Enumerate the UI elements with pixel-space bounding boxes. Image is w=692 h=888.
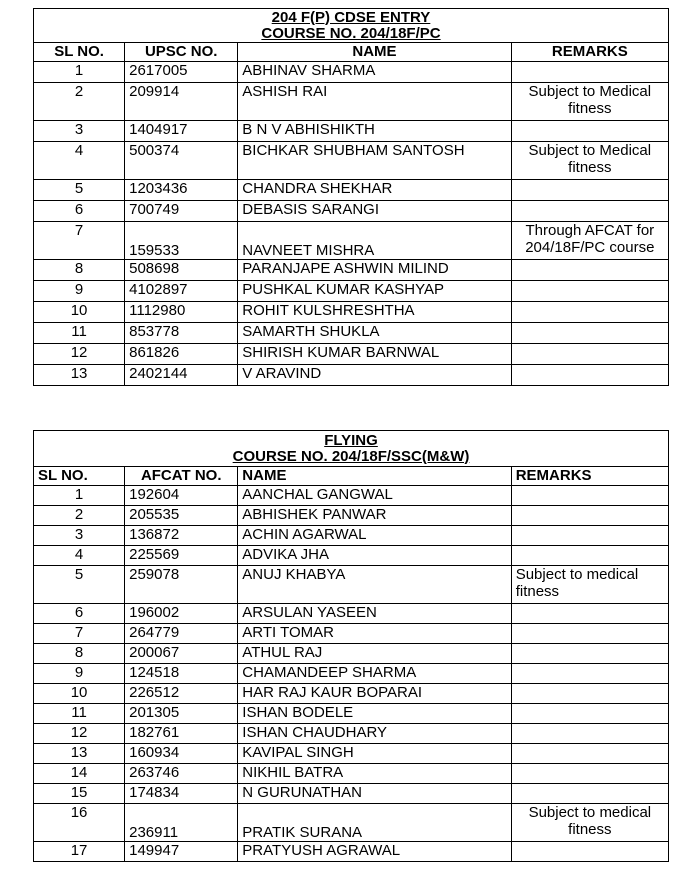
roll-no-cell: 1112980 bbox=[125, 302, 238, 323]
name-cell: N GURUNATHAN bbox=[238, 784, 511, 804]
table-title-line1: FLYING bbox=[324, 431, 378, 449]
table-row bbox=[34, 323, 669, 344]
header-name: NAME bbox=[238, 467, 511, 486]
table-row bbox=[34, 222, 669, 260]
remarks-cell bbox=[511, 365, 668, 386]
name-cell: ROHIT KULSHRESHTHA bbox=[238, 302, 511, 323]
sl-no-cell: 3 bbox=[34, 121, 125, 142]
remarks-cell bbox=[511, 604, 668, 624]
table-row bbox=[34, 604, 669, 624]
name-cell: PRATYUSH AGRAWAL bbox=[238, 842, 511, 862]
roll-no-cell: 1203436 bbox=[125, 180, 238, 201]
name-cell: PRATIK SURANA bbox=[238, 804, 511, 842]
remarks-cell bbox=[511, 486, 668, 506]
table-row bbox=[34, 201, 669, 222]
table-row bbox=[34, 83, 669, 121]
remarks-cell bbox=[511, 180, 668, 201]
roll-no-cell: 853778 bbox=[125, 323, 238, 344]
name-cell: ACHIN AGARWAL bbox=[238, 526, 511, 546]
table-row bbox=[34, 764, 669, 784]
sl-no-cell: 10 bbox=[34, 684, 125, 704]
remarks-cell: Subject to medical fitness bbox=[511, 566, 668, 604]
roll-no-cell: 225569 bbox=[125, 546, 238, 566]
sl-no-cell: 2 bbox=[34, 506, 125, 526]
sl-no-cell: 7 bbox=[34, 624, 125, 644]
sl-no-cell: 6 bbox=[34, 201, 125, 222]
table-row bbox=[34, 365, 669, 386]
sl-no-cell: 4 bbox=[34, 546, 125, 566]
sl-no-cell: 16 bbox=[34, 804, 125, 842]
header-upsc-no: UPSC NO. bbox=[125, 43, 238, 62]
name-cell: ABHINAV SHARMA bbox=[238, 62, 511, 83]
roll-no-cell: 2617005 bbox=[125, 62, 238, 83]
roll-no-cell: 136872 bbox=[125, 526, 238, 546]
roll-no-cell: 2402144 bbox=[125, 365, 238, 386]
roll-no-cell: 861826 bbox=[125, 344, 238, 365]
roll-no-cell: 192604 bbox=[125, 486, 238, 506]
name-cell: ABHISHEK PANWAR bbox=[238, 506, 511, 526]
name-cell: PUSHKAL KUMAR KASHYAP bbox=[238, 281, 511, 302]
table-row bbox=[34, 566, 669, 604]
remarks-cell bbox=[511, 842, 668, 862]
roll-no-cell: 500374 bbox=[125, 142, 238, 180]
table-title-line1: 204 F(P) CDSE ENTRY bbox=[271, 8, 431, 26]
name-cell: B N V ABHISHIKTH bbox=[238, 121, 511, 142]
header-afcat-no: AFCAT NO. bbox=[125, 467, 238, 486]
header-remarks: REMARKS bbox=[511, 43, 668, 62]
roll-no-cell: 263746 bbox=[125, 764, 238, 784]
roll-no-cell: 700749 bbox=[125, 201, 238, 222]
table-row bbox=[34, 842, 669, 862]
table-row bbox=[34, 344, 669, 365]
table-row bbox=[34, 546, 669, 566]
remarks-cell: Through AFCAT for 204/18F/PC course bbox=[511, 222, 668, 260]
roll-no-cell: 205535 bbox=[125, 506, 238, 526]
roll-no-cell: 1404917 bbox=[125, 121, 238, 142]
remarks-cell bbox=[511, 624, 668, 644]
header-remarks: REMARKS bbox=[511, 467, 668, 486]
remarks-cell bbox=[511, 784, 668, 804]
name-cell: ADVIKA JHA bbox=[238, 546, 511, 566]
roll-no-cell: 149947 bbox=[125, 842, 238, 862]
table-row bbox=[34, 180, 669, 201]
sl-no-cell: 3 bbox=[34, 526, 125, 546]
remarks-cell bbox=[511, 684, 668, 704]
sl-no-cell: 6 bbox=[34, 604, 125, 624]
roll-no-cell: 508698 bbox=[125, 260, 238, 281]
name-cell: ISHAN CHAUDHARY bbox=[238, 724, 511, 744]
table-row bbox=[34, 684, 669, 704]
remarks-cell bbox=[511, 744, 668, 764]
sl-no-cell: 14 bbox=[34, 764, 125, 784]
name-cell: ARSULAN YASEEN bbox=[238, 604, 511, 624]
table-title bbox=[34, 9, 669, 43]
table-row bbox=[34, 506, 669, 526]
roll-no-cell: 159533 bbox=[125, 222, 238, 260]
roll-no-cell: 124518 bbox=[125, 664, 238, 684]
table-row bbox=[34, 704, 669, 724]
roll-no-cell: 264779 bbox=[125, 624, 238, 644]
table-title-line2: COURSE NO. 204/18F/PC bbox=[261, 24, 441, 42]
sl-no-cell: 17 bbox=[34, 842, 125, 862]
name-cell: DEBASIS SARANGI bbox=[238, 201, 511, 222]
remarks-cell bbox=[511, 260, 668, 281]
header-sl-no: SL NO. bbox=[34, 467, 125, 486]
table-row bbox=[34, 486, 669, 506]
roll-no-cell: 174834 bbox=[125, 784, 238, 804]
remarks-cell bbox=[511, 121, 668, 142]
sl-no-cell: 12 bbox=[34, 724, 125, 744]
sl-no-cell: 5 bbox=[34, 180, 125, 201]
table-row bbox=[34, 744, 669, 764]
remarks-cell bbox=[511, 323, 668, 344]
table-title-line2: COURSE NO. 204/18F/SSC(M&W) bbox=[232, 447, 470, 465]
table-row bbox=[34, 302, 669, 323]
sl-no-cell: 7 bbox=[34, 222, 125, 260]
remarks-cell bbox=[511, 281, 668, 302]
remarks-cell bbox=[511, 526, 668, 546]
roll-no-cell: 200067 bbox=[125, 644, 238, 664]
name-cell: PARANJAPE ASHWIN MILIND bbox=[238, 260, 511, 281]
sl-no-cell: 12 bbox=[34, 344, 125, 365]
remarks-cell bbox=[511, 302, 668, 323]
roll-no-cell: 201305 bbox=[125, 704, 238, 724]
remarks-cell bbox=[511, 344, 668, 365]
table-row bbox=[34, 664, 669, 684]
flying-course-table bbox=[33, 430, 669, 862]
sl-no-cell: 11 bbox=[34, 323, 125, 344]
roll-no-cell: 236911 bbox=[125, 804, 238, 842]
sl-no-cell: 9 bbox=[34, 281, 125, 302]
remarks-cell bbox=[511, 764, 668, 784]
roll-no-cell: 182761 bbox=[125, 724, 238, 744]
name-cell: HAR RAJ KAUR BOPARAI bbox=[238, 684, 511, 704]
name-cell: KAVIPAL SINGH bbox=[238, 744, 511, 764]
sl-no-cell: 9 bbox=[34, 664, 125, 684]
name-cell: ATHUL RAJ bbox=[238, 644, 511, 664]
table-row bbox=[34, 142, 669, 180]
roll-no-cell: 259078 bbox=[125, 566, 238, 604]
table-row bbox=[34, 624, 669, 644]
cdse-entry-table bbox=[33, 8, 669, 386]
sl-no-cell: 13 bbox=[34, 365, 125, 386]
table-row bbox=[34, 121, 669, 142]
remarks-cell bbox=[511, 644, 668, 664]
name-cell: ASHISH RAI bbox=[238, 83, 511, 121]
table-title bbox=[34, 431, 669, 467]
sl-no-cell: 8 bbox=[34, 644, 125, 664]
remarks-cell bbox=[511, 201, 668, 222]
table-row bbox=[34, 724, 669, 744]
sl-no-cell: 4 bbox=[34, 142, 125, 180]
table-row bbox=[34, 644, 669, 664]
name-cell: ARTI TOMAR bbox=[238, 624, 511, 644]
name-cell: SHIRISH KUMAR BARNWAL bbox=[238, 344, 511, 365]
table-row bbox=[34, 526, 669, 546]
header-sl-no: SL NO. bbox=[34, 43, 125, 62]
remarks-cell bbox=[511, 506, 668, 526]
name-cell: NAVNEET MISHRA bbox=[238, 222, 511, 260]
remarks-cell bbox=[511, 62, 668, 83]
remarks-cell bbox=[511, 664, 668, 684]
sl-no-cell: 8 bbox=[34, 260, 125, 281]
roll-no-cell: 196002 bbox=[125, 604, 238, 624]
remarks-cell bbox=[511, 704, 668, 724]
remarks-cell bbox=[511, 724, 668, 744]
name-cell: ISHAN BODELE bbox=[238, 704, 511, 724]
sl-no-cell: 5 bbox=[34, 566, 125, 604]
remarks-cell: Subject to Medical fitness bbox=[511, 83, 668, 121]
roll-no-cell: 209914 bbox=[125, 83, 238, 121]
name-cell: NIKHIL BATRA bbox=[238, 764, 511, 784]
name-cell: SAMARTH SHUKLA bbox=[238, 323, 511, 344]
name-cell: ANUJ KHABYA bbox=[238, 566, 511, 604]
name-cell: CHAMANDEEP SHARMA bbox=[238, 664, 511, 684]
table-row bbox=[34, 260, 669, 281]
sl-no-cell: 1 bbox=[34, 62, 125, 83]
roll-no-cell: 226512 bbox=[125, 684, 238, 704]
table-row bbox=[34, 784, 669, 804]
sl-no-cell: 10 bbox=[34, 302, 125, 323]
sl-no-cell: 2 bbox=[34, 83, 125, 121]
table-row bbox=[34, 804, 669, 842]
name-cell: V ARAVIND bbox=[238, 365, 511, 386]
sl-no-cell: 15 bbox=[34, 784, 125, 804]
sl-no-cell: 11 bbox=[34, 704, 125, 724]
roll-no-cell: 4102897 bbox=[125, 281, 238, 302]
name-cell: CHANDRA SHEKHAR bbox=[238, 180, 511, 201]
header-name: NAME bbox=[238, 43, 511, 62]
roll-no-cell: 160934 bbox=[125, 744, 238, 764]
sl-no-cell: 1 bbox=[34, 486, 125, 506]
remarks-cell: Subject to Medical fitness bbox=[511, 142, 668, 180]
sl-no-cell: 13 bbox=[34, 744, 125, 764]
table-row bbox=[34, 62, 669, 83]
name-cell: BICHKAR SHUBHAM SANTOSH bbox=[238, 142, 511, 180]
name-cell: AANCHAL GANGWAL bbox=[238, 486, 511, 506]
remarks-cell: Subject to medical fitness bbox=[511, 804, 668, 842]
table-row bbox=[34, 281, 669, 302]
remarks-cell bbox=[511, 546, 668, 566]
